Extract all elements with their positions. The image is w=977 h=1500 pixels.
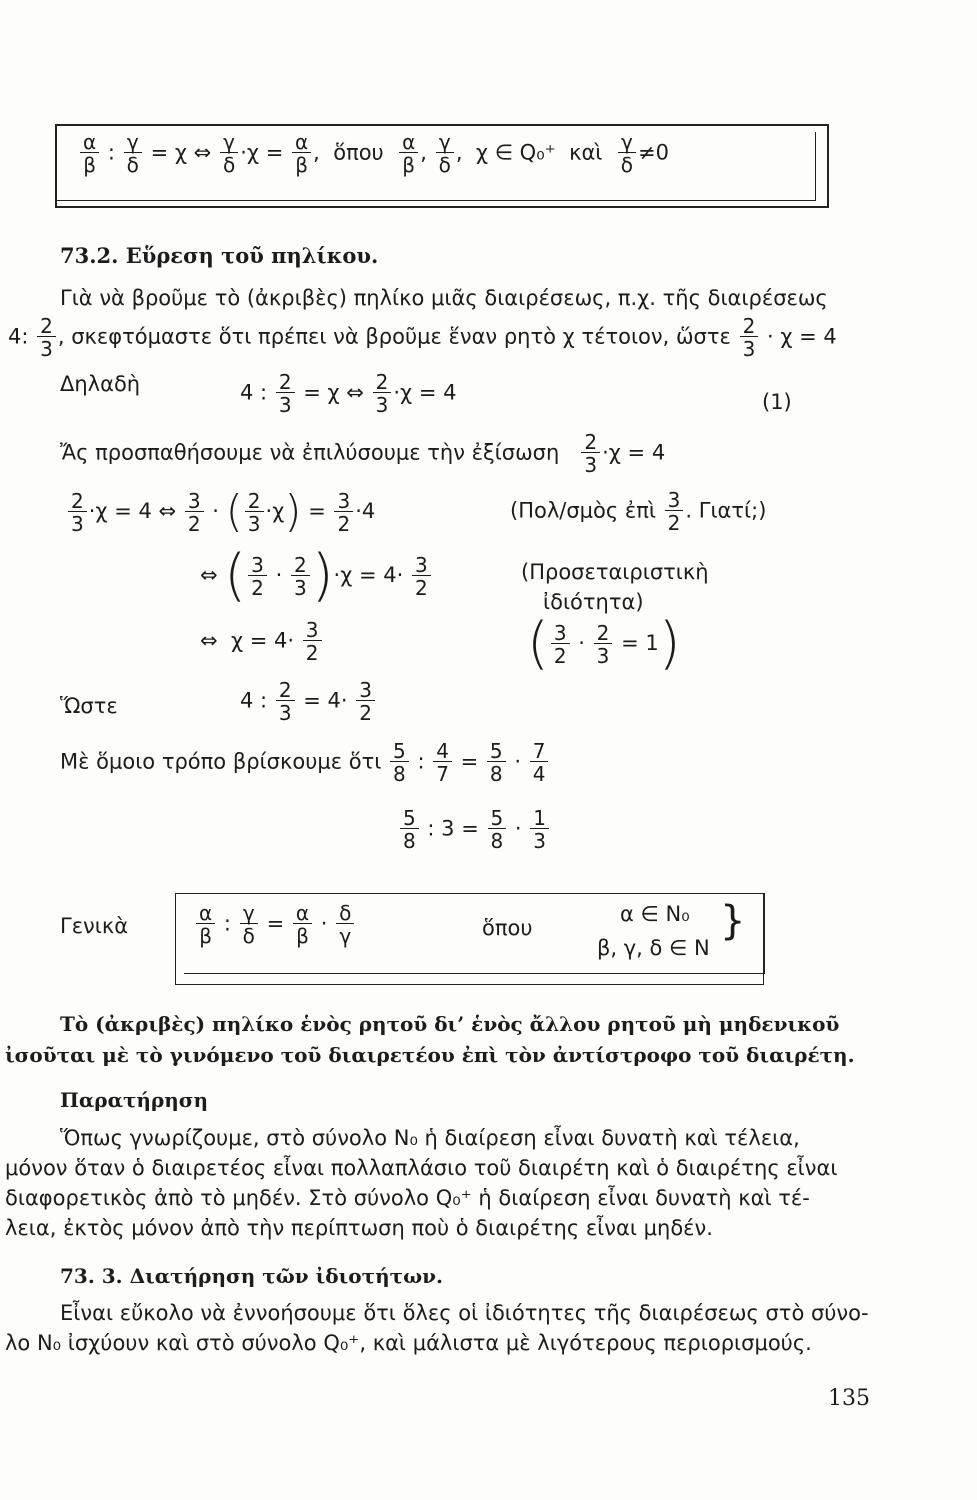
closing-line-2: λο N₀ ἰσχύουν καὶ στὸ σύνολο Q₀⁺, καὶ μάλιστα μὲ λιγότερους περιορισμούς. — [5, 1331, 812, 1355]
remark-line-3: διαφορετικὸς ἀπὸ τὸ μηδέν. Στὸ σύνολο Q₀⁺ ἡ διαίρεση εἶναι δυνατὴ καὶ τέ- — [5, 1186, 810, 1210]
attempt-line: Ἄς προσπαθήσουμε νὰ ἐπιλύσουμε τὴν ἐξίσωση $\frac{2}{3}$ ·χ = 4 — [60, 430, 666, 477]
rule-line-2: ἰσοῦται μὲ τὸ γινόμενο τοῦ διαιρετέου ἐπὶ τὸν ἀντίστροφο τοῦ διαιρέτη. — [5, 1043, 855, 1067]
definition-formula: $\frac{\alpha}{\beta}$ : $\frac{\gamma}{\delta}$ = χ ⇔ $\frac{\gamma}{\delta}$ ·χ = $\frac{\alpha}{\beta}$ , ὅπου $\frac{\alpha}{\beta}$ , $\frac{\gamma}{\delta}$ , χ ∈ Q₀⁺ καὶ $\frac{\gamma}{\delta}$ ≠0 — [78, 132, 669, 175]
general-formula: $\frac{\alpha}{\beta}$ : $\frac{\gamma}{\delta}$ = $\frac{\alpha}{\beta}$ · $\frac{\delta}{\gamma}$ — [194, 903, 356, 946]
delado-label: Δηλαδὴ — [60, 372, 141, 396]
general-label: Γενικὰ — [60, 914, 129, 938]
similar-line-2: $\frac{5}{8}$ : 3 = $\frac{5}{8}$ · $\frac{1}{3}$ — [398, 808, 551, 851]
closing-line-1: Εἶναι εὔκολο νὰ ἐννοήσουμε ὅτι ὅλες οἱ ἰδιότητες τῆς διαιρέσεως στὸ σύνο- — [60, 1301, 869, 1325]
step-3-equation: ⇔ χ = 4· $\frac{3}{2}$ — [200, 620, 324, 663]
hoste-equation: 4 : $\frac{2}{3}$ = 4· $\frac{3}{2}$ — [240, 680, 377, 723]
delado-equation: 4 : $\frac{2}{3}$ = χ ⇔ $\frac{2}{3}$ ·χ = 4 — [240, 370, 457, 417]
similar-line: Μὲ ὅμοιο τρόπο βρίσκουμε ὅτι $\frac{5}{8}$ : $\frac{4}{7}$ = $\frac{5}{8}$ · $\frac{7}{4}$ — [60, 741, 550, 784]
step-3-check: ( $\frac{3}{2}$ · $\frac{2}{3}$ = 1) — [527, 611, 681, 676]
hoste-label: Ὥστε — [60, 694, 118, 718]
remark-line-4: λεια, ἐκτὸς μόνον ἀπὸ τὴν περίπτωση ποὺ ὁ διαιρέτης εἶναι μηδέν. — [5, 1216, 713, 1240]
section-heading-73-2: 73.2. Εὕρεση τοῦ πηλίκου. — [60, 243, 379, 268]
remark-line-1: Ὅπως γνωρίζουμε, στὸ σύνολο N₀ ἡ διαίρεση εἶναι δυνατὴ καὶ τέλεια, — [60, 1126, 800, 1150]
step-1-equation: $\frac{2}{3}$ ·χ = 4 ⇔ $\frac{3}{2}$ · ( $\frac{2}{3}$ ·χ) = $\frac{3}{2}$ ·4 — [66, 490, 375, 534]
page-number: 135 — [828, 1386, 870, 1411]
right-brace: } — [720, 898, 746, 944]
intro-line-2: 4: $\frac{2}{3}$ , σκεφτόμαστε ὅτι πρέπει νὰ βροῦμε ἕναν ρητὸ χ τέτοιον, ὥστε $\frac{2}{3}$ · χ = 4 — [8, 314, 837, 361]
general-opou: ὅπου — [482, 916, 533, 940]
step-2-note-line-1: (Προσεταιριστικὴ — [521, 560, 709, 584]
rule-line-1: Τὸ (ἀκριβὲς) πηλίκο ἑνὸς ρητοῦ δι’ ἑνὸς ἄλλου ρητοῦ μὴ μηδενικοῦ — [60, 1012, 840, 1036]
general-cond-2: β, γ, δ ∈ N — [597, 936, 710, 960]
remark-title: Παρατήρηση — [60, 1088, 209, 1112]
remark-line-2: μόνον ὅταν ὁ διαιρετέος εἶναι πολλαπλάσιο τοῦ διαιρέτη καὶ ὁ διαιρέτης εἶναι — [5, 1156, 838, 1180]
step-2-equation: ⇔ ( $\frac{3}{2}$ · $\frac{2}{3}$ )·χ = 4· $\frac{3}{2}$ — [200, 548, 433, 604]
step-1-note: (Πολ/σμὸς ἐπὶ $\frac{3}{2}$ . Γιατί;) — [510, 488, 767, 535]
equation-number: (1) — [762, 390, 792, 414]
intro-line-1: Γιὰ νὰ βροῦμε τὸ (ἀκριβὲς) πηλίκο μιᾶς διαιρέσεως, π.χ. τῆς διαιρέσεως — [60, 286, 828, 310]
general-cond-1: α ∈ N₀ — [620, 902, 690, 926]
section-heading-73-3: 73. 3. Διατήρηση τῶν ἰδιοτήτων. — [60, 1264, 443, 1288]
step-2-note-line-2: ἰδιότητα) — [543, 590, 644, 614]
